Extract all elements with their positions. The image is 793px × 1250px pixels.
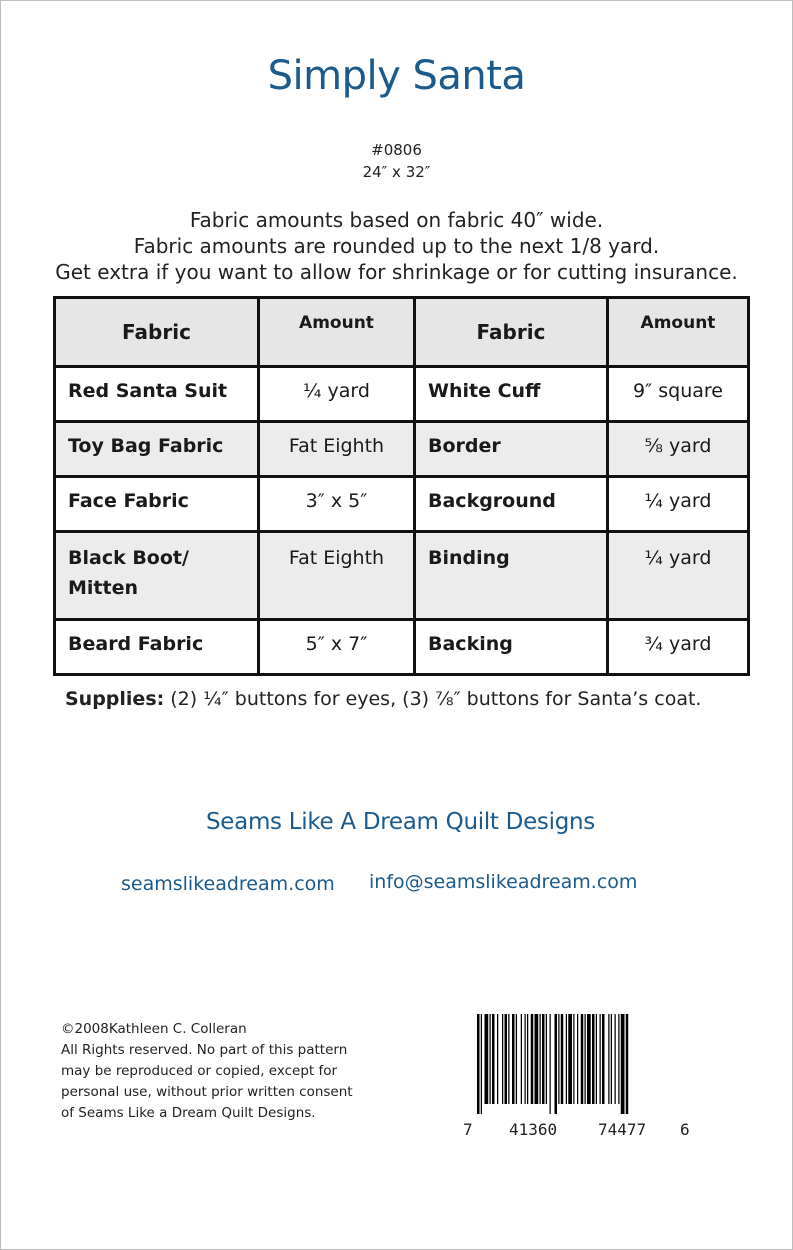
fabric-amount: 5″ x 7″	[259, 620, 415, 675]
barcode-bar	[542, 1014, 545, 1104]
fabric-amount: ¾ yard	[608, 620, 749, 675]
barcode-bar	[535, 1014, 539, 1104]
table-row	[55, 532, 749, 620]
fabric-name: Toy Bag Fabric	[55, 422, 259, 477]
header-fabric: Fabric	[55, 298, 259, 367]
fabric-amount: ⅝ yard	[608, 422, 749, 477]
table-header-row	[55, 298, 749, 367]
barcode-bar	[546, 1014, 547, 1104]
page-title: Simply Santa	[267, 53, 526, 99]
copyright-line: ©2008Kathleen C. Colleran	[61, 1021, 247, 1037]
header-amount: Amount	[259, 298, 415, 367]
supplies-line	[65, 688, 701, 710]
fabric-name: Face Fabric	[55, 477, 259, 532]
barcode-bar	[521, 1014, 522, 1104]
barcode-bar	[618, 1014, 619, 1104]
company-name: Seams Like A Dream Quilt Designs	[206, 809, 595, 835]
barcode-bar	[531, 1014, 534, 1104]
fabric-amount: ¼ yard	[608, 532, 749, 620]
table-row	[55, 477, 749, 532]
barcode-bar	[596, 1014, 597, 1104]
barcode-icon	[477, 1014, 674, 1114]
barcode-bar	[508, 1014, 509, 1104]
supplies-text: (2) ¼″ buttons for eyes, (3) ⅞″ buttons for Santa’s coat.	[164, 688, 702, 710]
quilt-size: 24″ x 32″	[362, 163, 431, 181]
barcode-bar	[540, 1014, 541, 1104]
copyright-line: All Rights reserved. No part of this pattern	[61, 1042, 348, 1058]
barcode-bar	[581, 1014, 584, 1104]
fabric-amount: 9″ square	[608, 367, 749, 422]
fabric-amount: ¼ yard	[259, 367, 415, 422]
barcode-bar	[525, 1014, 526, 1104]
pattern-number: #0806	[371, 141, 422, 159]
copyright-notice	[61, 1019, 371, 1124]
barcode-bar	[577, 1014, 578, 1104]
barcode-bar	[602, 1014, 605, 1104]
header-amount: Amount	[608, 298, 749, 367]
pattern-info	[1, 139, 792, 183]
supplies-label: Supplies:	[65, 688, 165, 710]
fabric-name: Binding	[415, 532, 608, 620]
barcode-bar	[505, 1014, 508, 1104]
barcode-bar	[592, 1014, 595, 1104]
barcode-bar	[566, 1014, 567, 1104]
copyright-line: may be reproduced or copied, except for	[61, 1063, 338, 1079]
barcode-bar	[550, 1014, 551, 1114]
email-link[interactable]: info@seamslikeadream.com	[369, 871, 638, 893]
fabric-name: White Cuff	[415, 367, 608, 422]
fabric-note-line: Get extra if you want to allow for shrinkage or for cutting insurance.	[55, 260, 738, 284]
barcode-digit: 41360	[509, 1120, 558, 1139]
fabric-note-line: Fabric amounts based on fabric 40″ wide.	[189, 208, 604, 232]
fabric-note-line: Fabric amounts are rounded up to the next 1/8 yard.	[133, 234, 660, 258]
barcode-digit: 74477	[598, 1120, 647, 1139]
barcode-bar	[490, 1014, 491, 1104]
table-row	[55, 620, 749, 675]
barcode-digit: 6	[680, 1120, 690, 1139]
table-row	[55, 367, 749, 422]
fabric-name: Beard Fabric	[55, 620, 259, 675]
barcode-bar	[512, 1014, 515, 1104]
fabric-amount: Fat Eighth	[259, 422, 415, 477]
barcode-bar	[502, 1014, 503, 1104]
barcode-bar	[477, 1014, 480, 1114]
table-row	[55, 422, 749, 477]
barcode-bar	[555, 1014, 558, 1114]
website-link[interactable]: seamslikeadream.com	[121, 873, 335, 895]
fabric-amount: 3″ x 5″	[259, 477, 415, 532]
barcode-bar	[600, 1014, 601, 1104]
barcode-bar	[608, 1014, 609, 1104]
barcode-bar	[561, 1014, 564, 1104]
fabric-name: Red Santa Suit	[55, 367, 259, 422]
fabric-notes	[1, 207, 792, 285]
fabric-name	[55, 532, 259, 620]
fabric-name-line: Black Boot/	[68, 547, 189, 569]
barcode-bar	[568, 1014, 572, 1104]
barcode-bar	[558, 1014, 559, 1104]
barcode-bar	[481, 1014, 482, 1114]
fabric-name: Backing	[415, 620, 608, 675]
fabric-name: Background	[415, 477, 608, 532]
barcode-bar	[611, 1014, 612, 1104]
barcode-bar	[585, 1014, 586, 1104]
barcode-bar	[492, 1014, 495, 1104]
barcode-bar	[527, 1014, 528, 1104]
fabric-name-line: Mitten	[68, 577, 138, 599]
barcode-bar	[621, 1014, 625, 1114]
barcode-bar	[485, 1014, 489, 1104]
barcode-bar	[573, 1014, 574, 1104]
barcode-bar	[587, 1014, 591, 1104]
copyright-line: of Seams Like a Dream Quilt Designs.	[61, 1105, 316, 1121]
fabric-amount: Fat Eighth	[259, 532, 415, 620]
barcode-bar	[626, 1014, 629, 1114]
copyright-line: personal use, without prior written consent	[61, 1084, 353, 1100]
barcode-bar	[615, 1014, 616, 1104]
barcode-bar	[516, 1014, 517, 1104]
header-fabric: Fabric	[415, 298, 608, 367]
barcode-digit: 7	[463, 1120, 473, 1139]
fabric-name: Border	[415, 422, 608, 477]
barcode-bar	[497, 1014, 498, 1104]
fabric-requirements-table	[53, 296, 750, 676]
fabric-amount: ¼ yard	[608, 477, 749, 532]
